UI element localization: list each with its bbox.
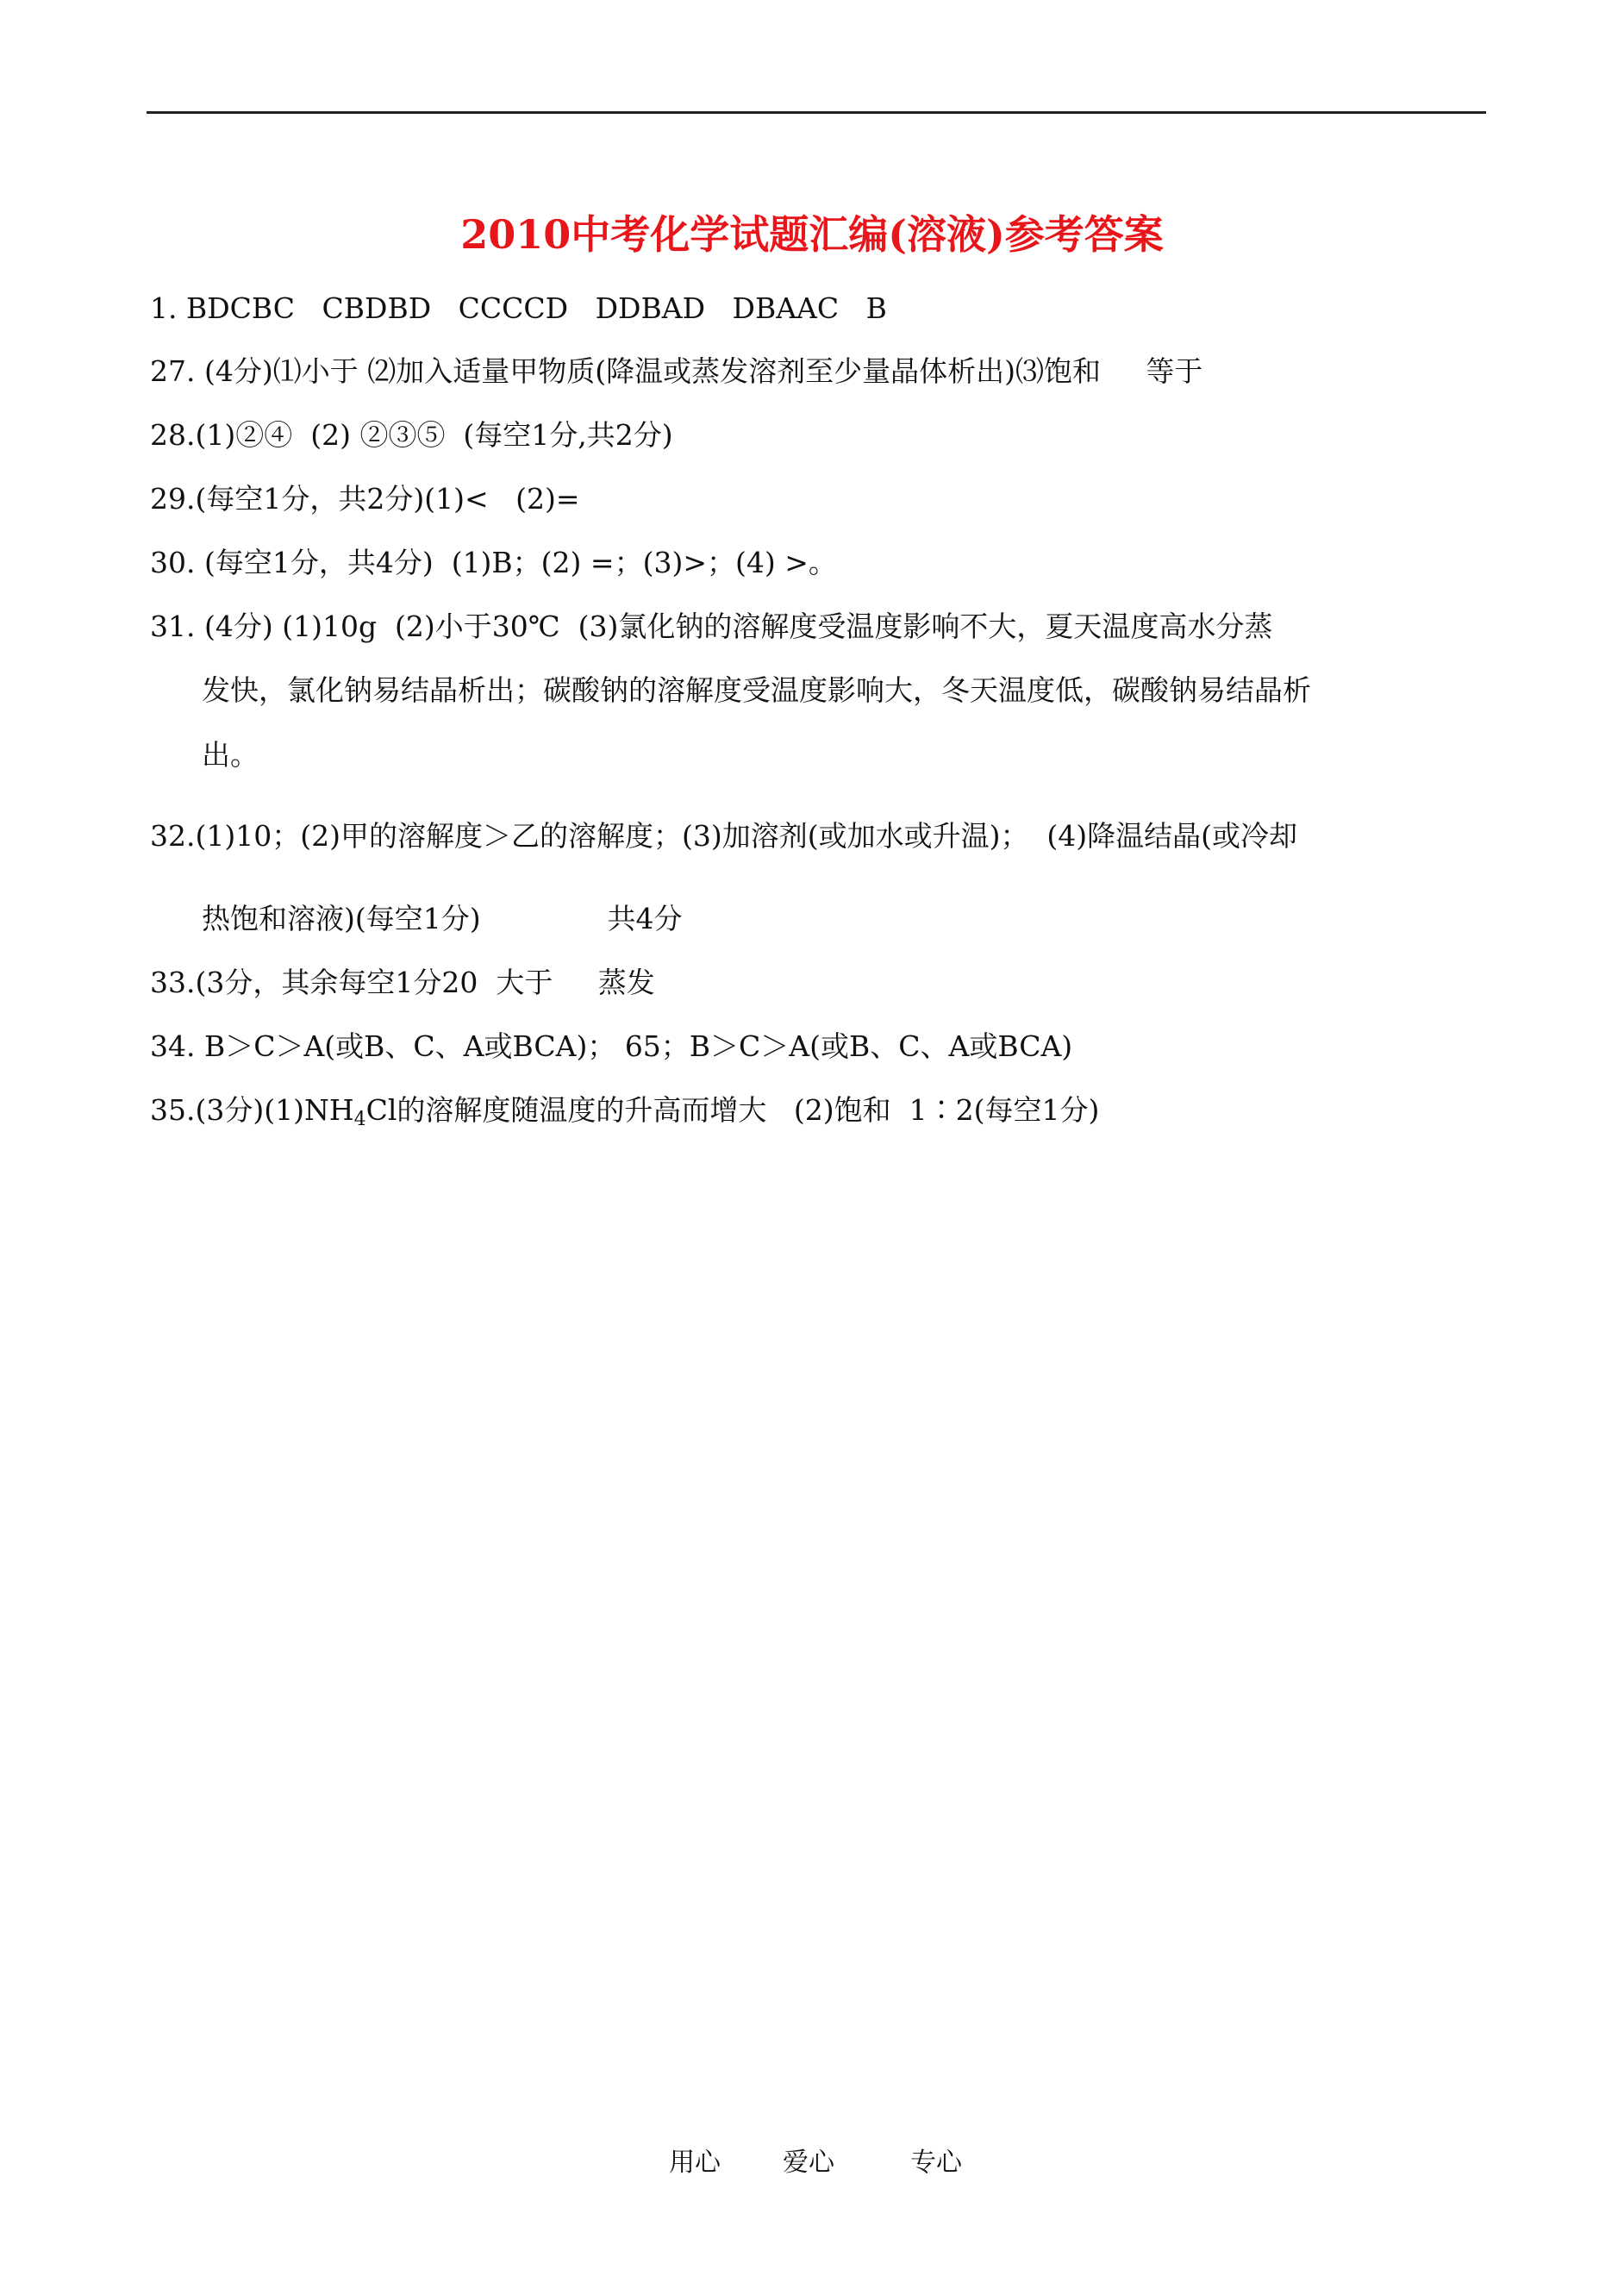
header-rule xyxy=(147,111,1486,114)
footer-word-2: 爱心 xyxy=(783,2148,834,2178)
answer-line-29: 29.(每空1分，共2分)(1)< (2)= xyxy=(150,482,580,516)
answer-line-31: 31. (4分) (1)10g (2)小于30℃ (3)氯化钠的溶解度受温度影响不大，夏天温度高水分蒸 xyxy=(150,610,1273,643)
answer-line-30: 30. (每空1分，共4分) (1)B；(2) =；(3)>；(4) >。 xyxy=(150,546,837,579)
footer-word-3: 专心 xyxy=(910,2148,962,2178)
answer-35-subscript: 4 xyxy=(353,1109,366,1130)
page-title: 2010中考化学试题汇编(溶液)参考答案 xyxy=(460,211,1164,258)
answer-line-31-cont: 发快，氯化钠易结晶析出；碳酸钠的溶解度受温度影响大，冬天温度低，碳酸钠易结晶析 xyxy=(202,673,1311,707)
answer-line-34: 34. B＞C＞A(或B、C、A或BCA)； 65；B＞C＞A(或B、C、A或BCA) xyxy=(150,1029,1073,1063)
answer-line-32: 32.(1)10；(2)甲的溶解度＞乙的溶解度；(3)加溶剂(或加水或升温)； (4)降温结晶(或冷却 xyxy=(150,819,1298,853)
answer-line-33: 33.(3分，其余每空1分20 大于 蒸发 xyxy=(150,966,655,999)
answer-35-prefix: 35.(3分)(1)NH xyxy=(150,1093,354,1127)
answer-line-28: 28.(1)②④ (2) ②③⑤ (每空1分,共2分) xyxy=(150,418,673,452)
answer-line-35 xyxy=(150,1093,1099,1128)
answer-line-27: 27. (4分)⑴小于 ⑵加入适量甲物质(降温或蒸发溶剂至少量晶体析出)⑶饱和 等于 xyxy=(150,354,1203,388)
footer-word-1: 用心 xyxy=(669,2148,721,2178)
answer-line-31-end: 出。 xyxy=(202,738,259,772)
answer-line-1: 1. BDCBC CBDBD CCCCD DDBAD DBAAC B xyxy=(150,291,887,325)
answer-line-32-cont: 热饱和溶液)(每空1分) 共4分 xyxy=(202,902,683,935)
answer-35-suffix: Cl的溶解度随温度的升高而增大 (2)饱和 1∶2(每空1分) xyxy=(365,1093,1100,1127)
